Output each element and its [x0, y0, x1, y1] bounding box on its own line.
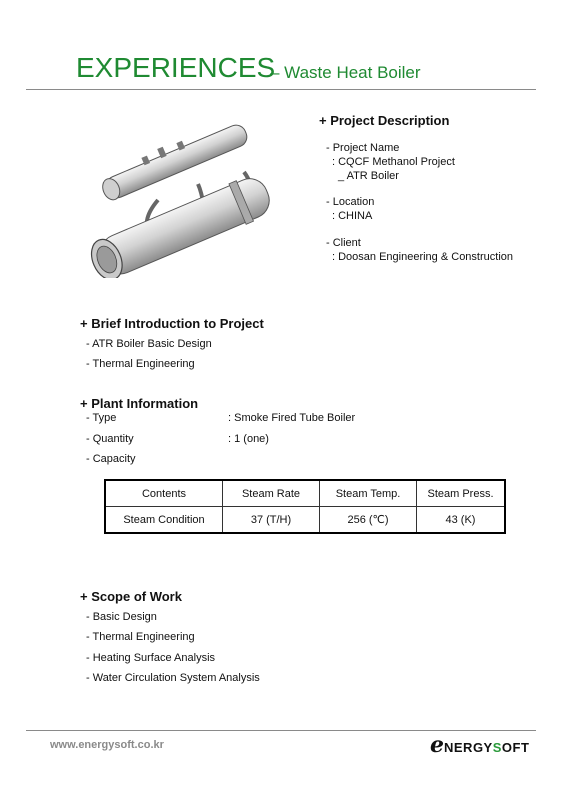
plant-info-heading: + Plant Information	[80, 396, 199, 411]
project-name-value-2: _ ATR Boiler	[338, 170, 399, 182]
list-item: - Thermal Engineering	[86, 358, 195, 370]
logo-s: S	[492, 740, 502, 755]
page-subtitle: – Waste Heat Boiler	[270, 63, 421, 82]
brief-intro-heading: + Brief Introduction to Project	[80, 316, 264, 331]
list-item: - Thermal Engineering	[86, 631, 195, 643]
project-description-heading: + Project Description	[319, 113, 450, 128]
page-title: EXPERIENCES	[76, 52, 276, 83]
location-value: : CHINA	[332, 210, 373, 222]
footer-url[interactable]: www.energysoft.co.kr	[50, 739, 164, 751]
table-header-cell: Steam Press.	[417, 480, 506, 507]
logo-end: OFT	[501, 740, 530, 755]
header-divider	[26, 89, 536, 90]
project-name-label: - Project Name	[326, 142, 400, 154]
logo-mid: NERGY	[444, 740, 493, 755]
client-value: : Doosan Engineering & Construction	[332, 251, 513, 263]
table-header-cell: Steam Rate	[223, 480, 320, 507]
type-value: : Smoke Fired Tube Boiler	[228, 412, 356, 424]
table-cell: 43 (K)	[417, 507, 506, 534]
table-header-cell: Contents	[105, 480, 223, 507]
table-cell: 37 (T/H)	[223, 507, 320, 534]
list-item: - Basic Design	[86, 611, 157, 623]
quantity-value: : 1 (one)	[228, 433, 269, 445]
capacity-label: - Capacity	[86, 453, 136, 465]
table-cell: 256 (℃)	[320, 507, 417, 534]
table-header-row	[105, 480, 505, 507]
type-label: - Type	[86, 412, 117, 424]
client-label: - Client	[326, 237, 361, 249]
table-row	[105, 507, 505, 534]
footer-divider	[26, 730, 536, 731]
table-cell: Steam Condition	[105, 507, 223, 534]
table-header-cell: Steam Temp.	[320, 480, 417, 507]
energysoft-logo	[430, 732, 529, 758]
project-name-value: : CQCF Methanol Project	[332, 156, 455, 168]
logo-e: e	[430, 732, 444, 758]
list-item: - Heating Surface Analysis	[86, 652, 216, 664]
scope-heading: + Scope of Work	[80, 589, 182, 604]
list-item: - ATR Boiler Basic Design	[86, 338, 212, 350]
boiler-icon	[66, 118, 286, 278]
location-label: - Location	[326, 196, 375, 208]
list-item: - Water Circulation System Analysis	[86, 672, 260, 684]
quantity-label: - Quantity	[86, 433, 134, 445]
steam-spec-table	[104, 479, 506, 534]
